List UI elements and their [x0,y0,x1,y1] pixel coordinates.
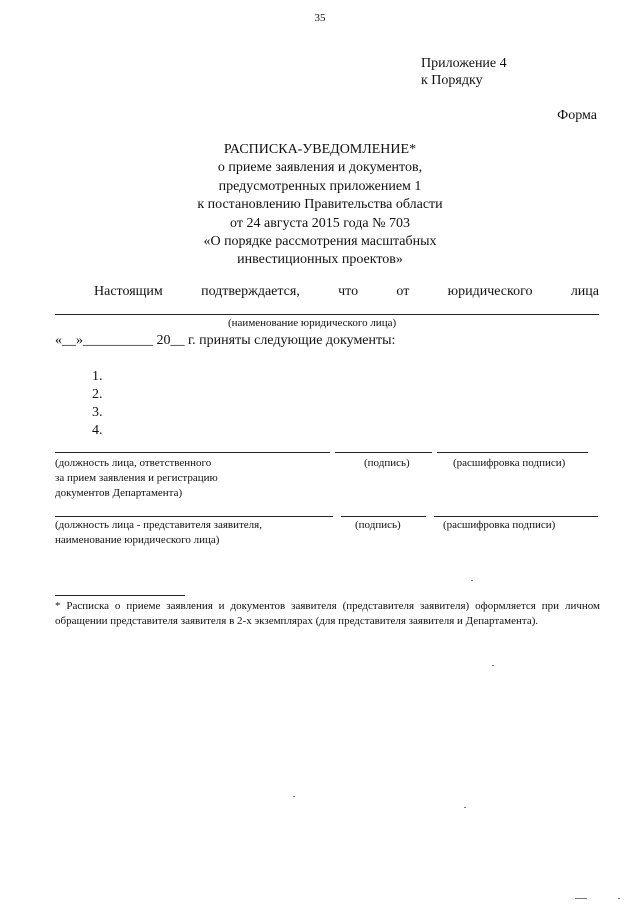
scan-speck [575,898,587,899]
title-line: предусмотренных приложением 1 [218,178,422,194]
caption-line: (должность лица - представителя заявителя, [55,519,262,531]
scan-speck [471,580,473,581]
confirm-word: подтверждается, [201,284,300,299]
signature-line-1[interactable] [335,452,432,453]
caption-line: документов Департамента) [55,487,183,499]
title-line: от 24 августа 2015 года № 703 [230,215,410,231]
appendix-line-2: к Порядку [421,73,483,88]
confirmation-sentence [94,284,599,300]
confirm-word: что [338,284,359,299]
caption-line: наименование юридического лица) [55,534,220,546]
list-item: 3. [92,405,103,420]
appendix-header [421,55,507,89]
entity-name-caption: (наименование юридического лица) [228,317,397,329]
documents-list [92,368,103,440]
decryption-line-1[interactable] [437,452,588,453]
position-caption-2 [55,518,262,548]
scan-speck [293,796,295,797]
confirm-word: юридического [447,284,533,299]
footnote-separator [55,595,185,596]
decryption-caption-2: (расшифровка подписи) [443,519,556,531]
footnote: * Расписка о приеме заявления и документов заявителя (представителя заявителя) оформляется при личном обращении представителя заявителя в 2-х экземплярах (для представителя заявителя и Департамента). [55,600,600,627]
date-line: «__»__________ 20__ г. приняты следующие документы: [55,333,396,348]
list-item: 1. [92,369,103,384]
title-heading: РАСПИСКА-УВЕДОМЛЕНИЕ* [223,142,417,157]
title-line: о приеме заявления и документов, [217,160,423,176]
signature-caption-1: (подпись) [364,457,410,469]
confirm-word: Настоящим [94,284,163,299]
title-line: к постановлению Правительства области [197,197,443,213]
scan-speck [492,665,494,666]
document-title [0,141,640,270]
confirm-word: лица [570,284,599,299]
title-line: инвестиционных проектов» [237,252,403,268]
caption-line: (должность лица, ответственного [55,457,212,469]
appendix-line-1: Приложение 4 [421,56,507,71]
title-line: «О порядке рассмотрения масштабных [203,234,437,250]
confirm-word: от [396,284,410,299]
form-label: Форма [557,108,597,123]
position-line-2[interactable] [55,516,333,517]
list-item: 2. [92,387,103,402]
position-caption-1 [55,456,218,501]
position-line-1[interactable] [55,452,330,453]
caption-line: за прием заявления и регистрацию [55,472,218,484]
page-number: 35 [314,12,326,24]
scan-speck [618,898,620,899]
decryption-caption-1: (расшифровка подписи) [453,457,566,469]
signature-line-2[interactable] [341,516,426,517]
entity-name-line[interactable] [55,314,599,315]
signature-caption-2: (подпись) [355,519,401,531]
decryption-line-2[interactable] [434,516,598,517]
scan-speck [464,807,466,808]
list-item: 4. [92,423,103,438]
